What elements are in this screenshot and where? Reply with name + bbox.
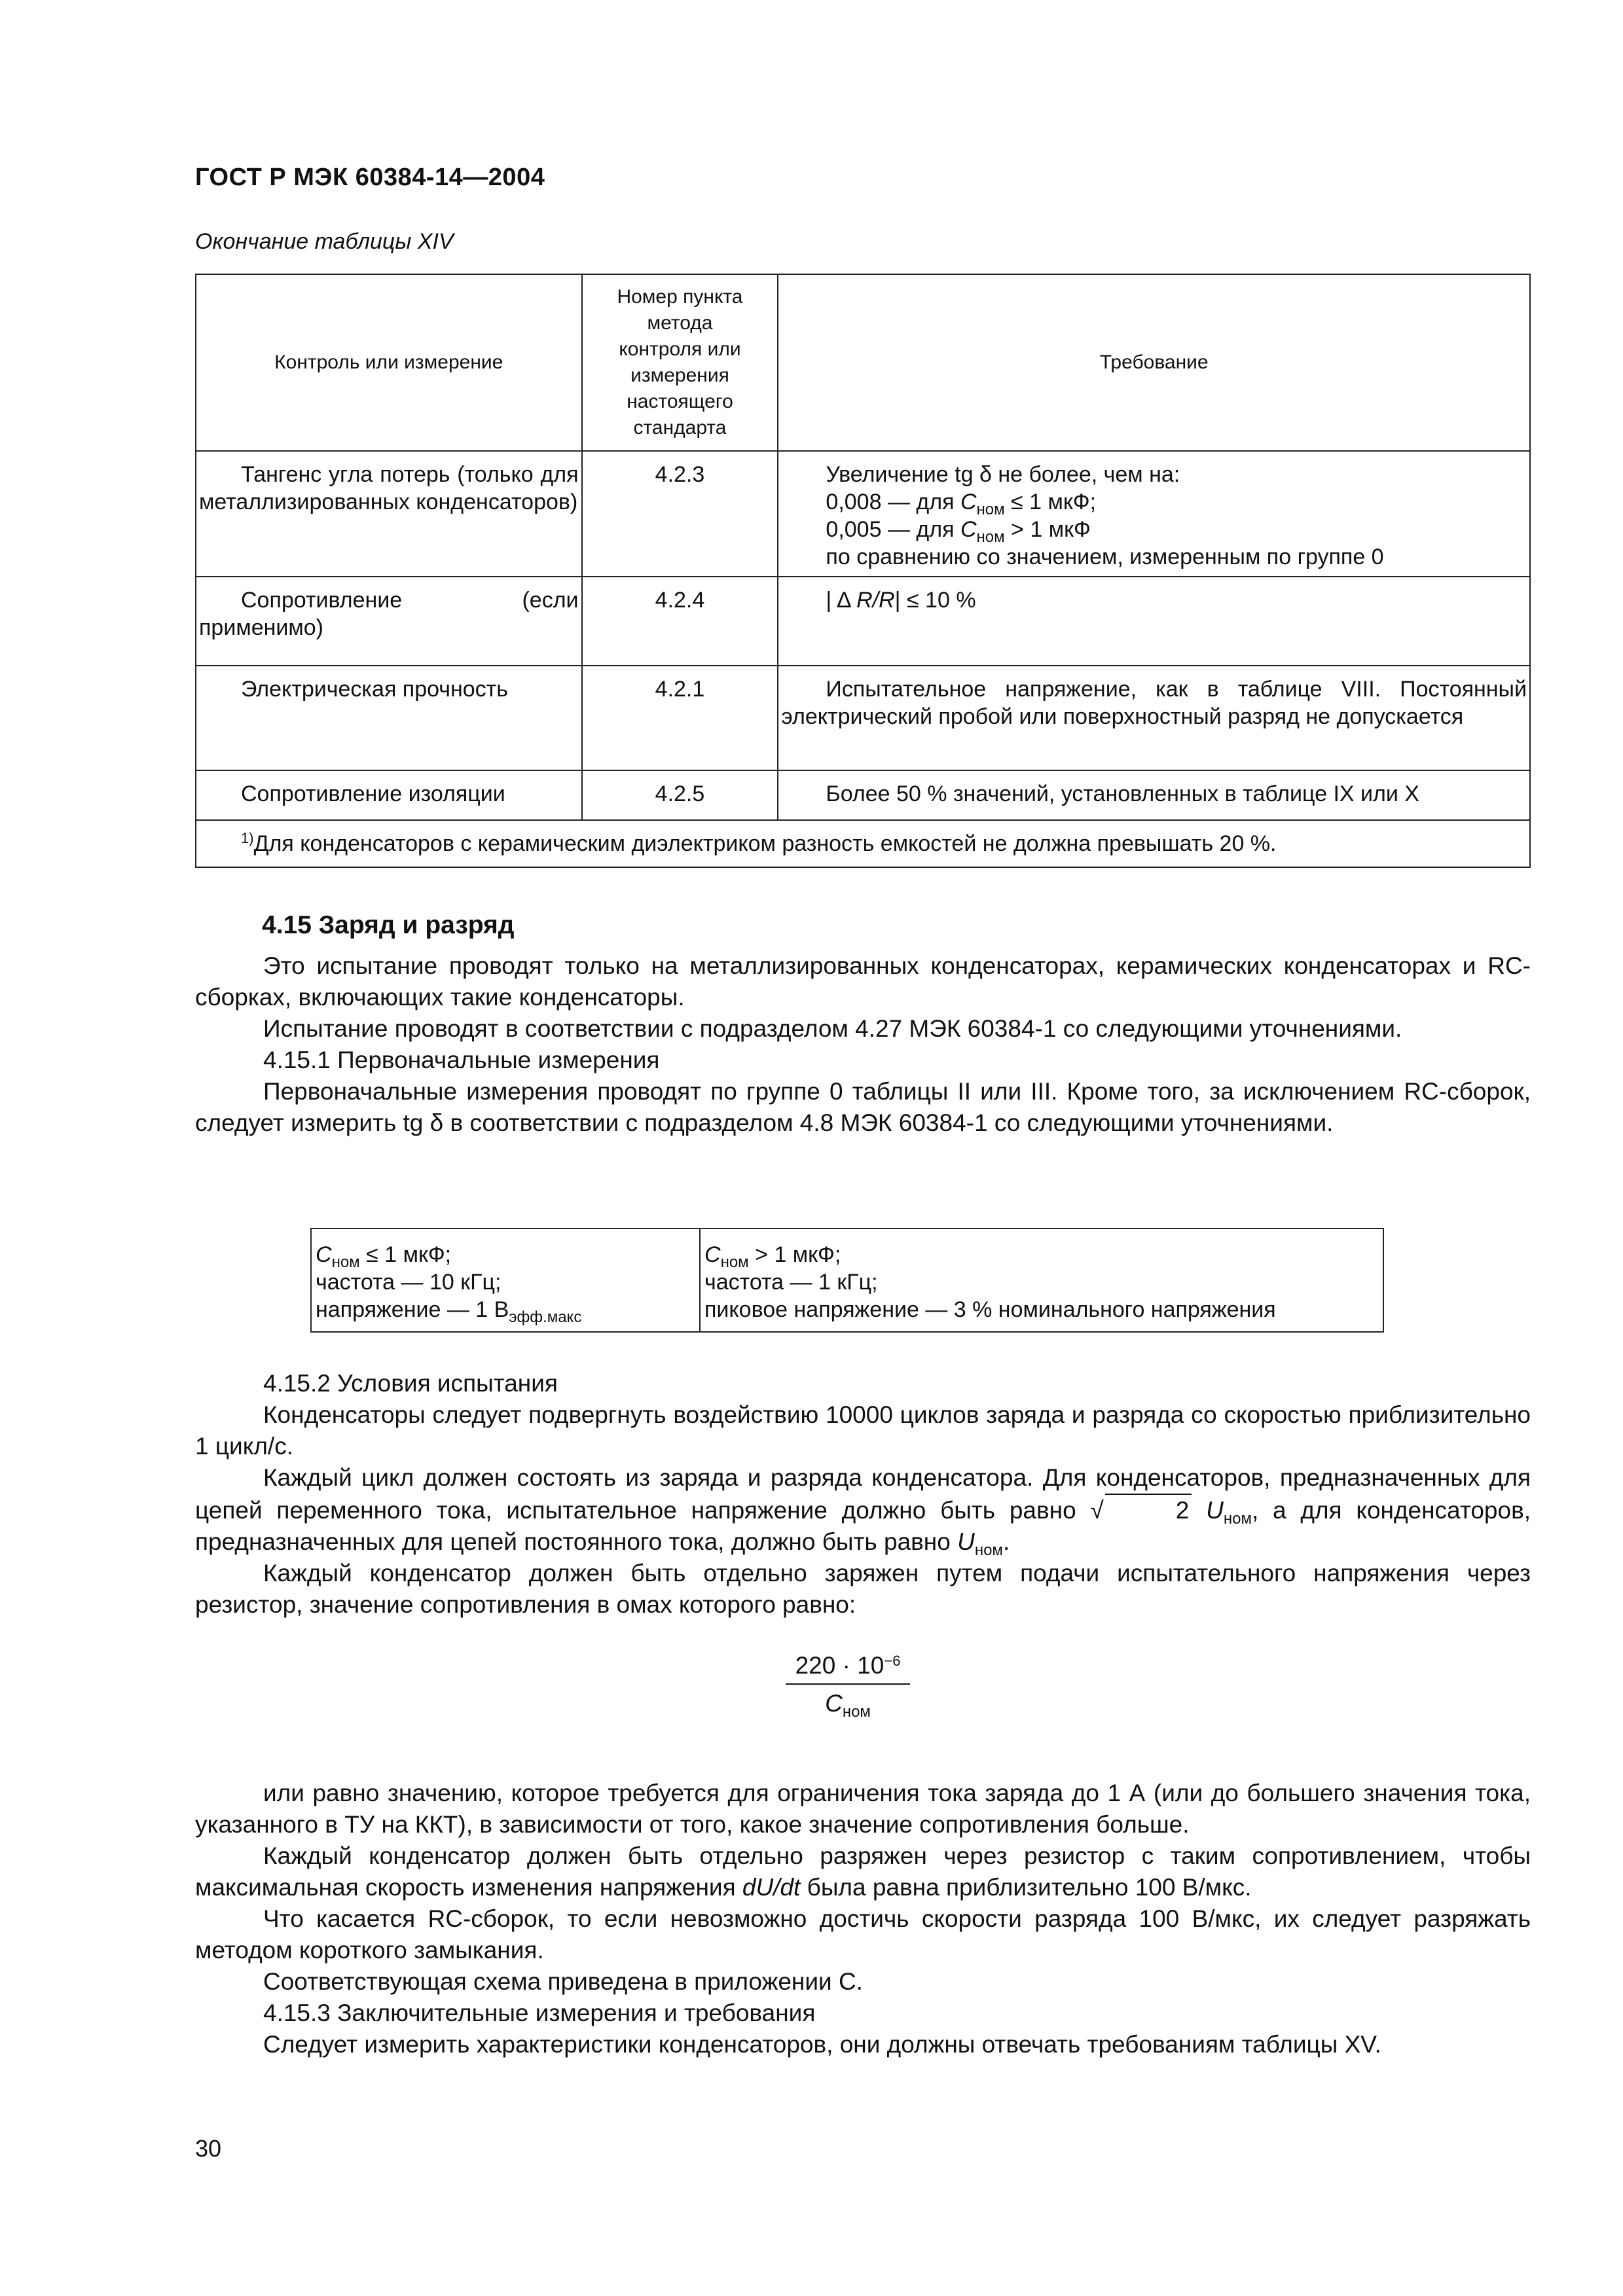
section-heading: 4.15 Заряд и разряд xyxy=(262,911,515,939)
param-line: частота — 10 кГц; xyxy=(316,1270,501,1295)
row-control: Тангенс угла потерь (только для металлизированных конденсаторов) xyxy=(196,451,582,577)
row-control: Электрическая прочность xyxy=(196,666,582,770)
req-line: по сравнению со значением, измеренным по группе 0 xyxy=(826,545,1384,569)
row-control: Сопротивление изоляции xyxy=(196,770,582,820)
param-line: $C_{ном} \le 1$ мкФ; xyxy=(316,1242,452,1271)
paragraph: Каждый конденсатор должен быть отдельно разряжен через резистор с таким сопротивлением, чтобы максимальная скорость изменения напряжения dU/dt была равна приблизительно 100 В/мкс. xyxy=(195,1842,1531,1901)
requirements-table xyxy=(195,274,1531,868)
row-requirement: Испытательное напряжение, как в таблице VIII. Постоянный электрический пробой или поверхностный разряд не допускается xyxy=(778,666,1530,770)
paragraph: или равно значению, которое требуется для ограничения тока заряда до 1 А (или до большего значения тока, указанного в ТУ на ККТ), в зависимости от того, какое значение сопротивления больше. xyxy=(195,1780,1531,1838)
sqrt-value: 2 xyxy=(1105,1494,1192,1526)
paragraph: Что касается RC-сборок, то если невозможно достичь скорости разряда 100 В/мкс, их следует разряжать методом короткого замыкания. xyxy=(195,1905,1531,1964)
table-caption: Окончание таблицы XIV xyxy=(195,229,454,254)
section-body-2 xyxy=(195,1368,1531,1621)
column-header-clause xyxy=(582,274,778,451)
column-header-clause-text: Номер пункта метода контроля или измерения настоящего стандарта xyxy=(617,286,743,439)
paragraph: Соответствующая схема приведена в приложении С. xyxy=(263,1968,863,1995)
formula-denominator: $C_{ном}$ xyxy=(825,1690,871,1721)
table-row xyxy=(196,770,1530,820)
params-right xyxy=(700,1229,1383,1332)
table-footnote-row xyxy=(196,820,1530,867)
paragraph: Следует измерить характеристики конденсаторов, они должны отвечать требованиям таблицы XV. xyxy=(263,2031,1381,2058)
row-requirement: Более 50 % значений, установленных в таблице IX или X xyxy=(778,770,1530,820)
table-row xyxy=(196,666,1530,770)
req-line: 0,005 — для $C_{ном} > 1$ мкФ xyxy=(826,517,1091,546)
req-line: 0,008 — для $C_{ном} \le 1$ мкФ; xyxy=(826,490,1097,518)
page-number: 30 xyxy=(195,2135,222,2162)
subsection-heading: 4.15.1 Первоначальные измерения xyxy=(263,1047,660,1073)
resistance-formula xyxy=(786,1652,910,1721)
param-line: $C_{ном} > 1$ мкФ; xyxy=(704,1242,841,1271)
row-requirement xyxy=(778,451,1530,577)
row-control: Сопротивление (если применимо) xyxy=(196,577,582,666)
param-line: напряжение — 1 $В_{эфф.макс}$ xyxy=(316,1297,582,1326)
measurement-params-table xyxy=(310,1228,1384,1333)
table-row xyxy=(196,451,1530,577)
table-header-row xyxy=(196,274,1530,451)
row-clause: 4.2.3 xyxy=(582,451,778,577)
subsection-heading: 4.15.3 Заключительные измерения и требования xyxy=(263,2000,816,2026)
paragraph: Это испытание проводят только на металлизированных конденсаторах, керамических конденсаторах и RC-сборках, включающих такие конденсаторы. xyxy=(195,952,1531,1011)
subsection-heading: 4.15.2 Условия испытания xyxy=(263,1370,558,1397)
row-clause: 4.2.4 xyxy=(582,577,778,666)
param-line: частота — 1 кГц; xyxy=(704,1270,878,1295)
req-line: Увеличение tg δ не более, чем на: xyxy=(826,462,1180,487)
table-row xyxy=(196,577,1530,666)
section-body-3 xyxy=(195,1778,1531,2060)
params-left xyxy=(311,1229,700,1332)
column-header-control: Контроль или измерение xyxy=(196,274,582,451)
paragraph: Каждый конденсатор должен быть отдельно заряжен путем подачи испытательного напряжения через резистор, значение сопротивления в омах которого равно: xyxy=(195,1560,1531,1618)
table-row xyxy=(311,1229,1383,1332)
row-clause: 4.2.1 xyxy=(582,666,778,770)
table-footnote: $^{1)}$Для конденсаторов с керамическим диэлектриком разность емкостей не должна превышать 20 %. xyxy=(196,820,1530,867)
column-header-requirement: Требование xyxy=(778,274,1530,451)
paragraph: Каждый цикл должен состоять из заряда и разряда конденсатора. Для конденсаторов, предназначенных для цепей переменного тока, испытательное напряжение должно быть равно √ 2 $U_{ном}$, а для конденсаторов, предназначенных для цепей постоянного тока, должно быть равно $U_{ном}$. xyxy=(195,1464,1531,1559)
document-header: ГОСТ Р МЭК 60384-14—2004 xyxy=(195,164,545,191)
paragraph: Испытание проводят в соответствии с подразделом 4.27 МЭК 60384-1 со следующими уточнениями. xyxy=(263,1015,1402,1042)
row-requirement: | Δ R/R| ≤ 10 % xyxy=(778,577,1530,666)
formula-numerator: $220 \cdot 10^{-6}$ xyxy=(786,1652,910,1685)
param-line: пиковое напряжение — 3 % номинального напряжения xyxy=(704,1297,1276,1322)
section-body-1 xyxy=(195,950,1531,1139)
row-clause: 4.2.5 xyxy=(582,770,778,820)
paragraph: Конденсаторы следует подвергнуть воздействию 10000 циклов заряда и разряда со скоростью приблизительно 1 цикл/с. xyxy=(195,1401,1531,1460)
paragraph: Первоначальные измерения проводят по группе 0 таблицы II или III. Кроме того, за исключением RC-сборок, следует измерить tg δ в соответствии с подразделом 4.8 МЭК 60384-1 со следующими уточнениями. xyxy=(195,1078,1531,1136)
